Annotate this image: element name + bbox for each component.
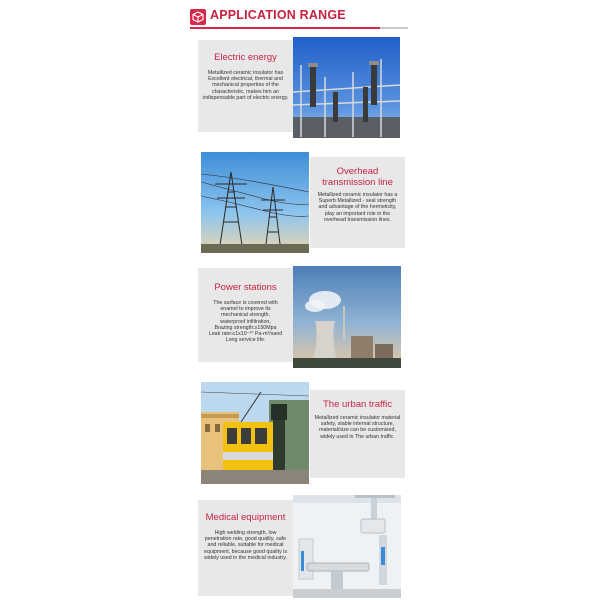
card-power-stations [198, 268, 293, 362]
card-description: Metallized ceramic insulator material safety, stable internal structure, material/size can be customized, widely used in The urban traffic. [314, 415, 401, 440]
card-title: Electric energy [214, 52, 277, 63]
description-line: enamel to improve its [220, 306, 271, 313]
card-title: Overhead transmission line [322, 166, 393, 188]
power-plant-cooling-tower-photo [293, 266, 401, 368]
card-description: High welding strength, low penetration rate, good quality, safe and reliable, suitable for medical equipment, because good quality is widely used in the medical industry. [203, 530, 288, 561]
card-electric-energy [198, 40, 293, 132]
card-overhead-transmission-line [310, 157, 405, 248]
section-header [190, 9, 408, 29]
card-medical-equipment [198, 500, 293, 596]
card-title: Medical equipment [205, 512, 286, 523]
medical-xray-room-photo [293, 495, 401, 598]
card-description: Metallized ceramic insulator has Excellent electrical, thermal and mechanical properties of the characteristic, makes him an indispensable part of electric energy. [202, 70, 289, 101]
yellow-tram-photo [201, 382, 309, 484]
transmission-tower-photo [201, 152, 309, 253]
description-line: The surface is covered with [213, 300, 278, 306]
header-divider-accent [190, 27, 380, 29]
card-title: The urban traffic [322, 399, 392, 410]
page-title: APPLICATION RANGE [210, 8, 346, 22]
card-urban-traffic [310, 390, 405, 478]
description-line: waterproof infiltration, [220, 318, 271, 325]
card-title: Power stations [214, 282, 277, 293]
description-line: Brazing strength:≥150Mpa [214, 324, 277, 331]
description-line: Long service life. [225, 337, 266, 344]
description-line: mechanical strength, [221, 312, 270, 319]
card-description: Metallized ceramic insulator has a Superb Metallized - seal strength and advantage of the hermeticity, play an important role in the overhead transmission lines. [317, 192, 398, 223]
substation-insulators-photo [293, 37, 400, 138]
box-icon [190, 9, 206, 25]
description-line: Leak rate:≤1x10⁻¹⁰ Pa-m³/sand [208, 331, 283, 338]
card-description [199, 300, 292, 343]
